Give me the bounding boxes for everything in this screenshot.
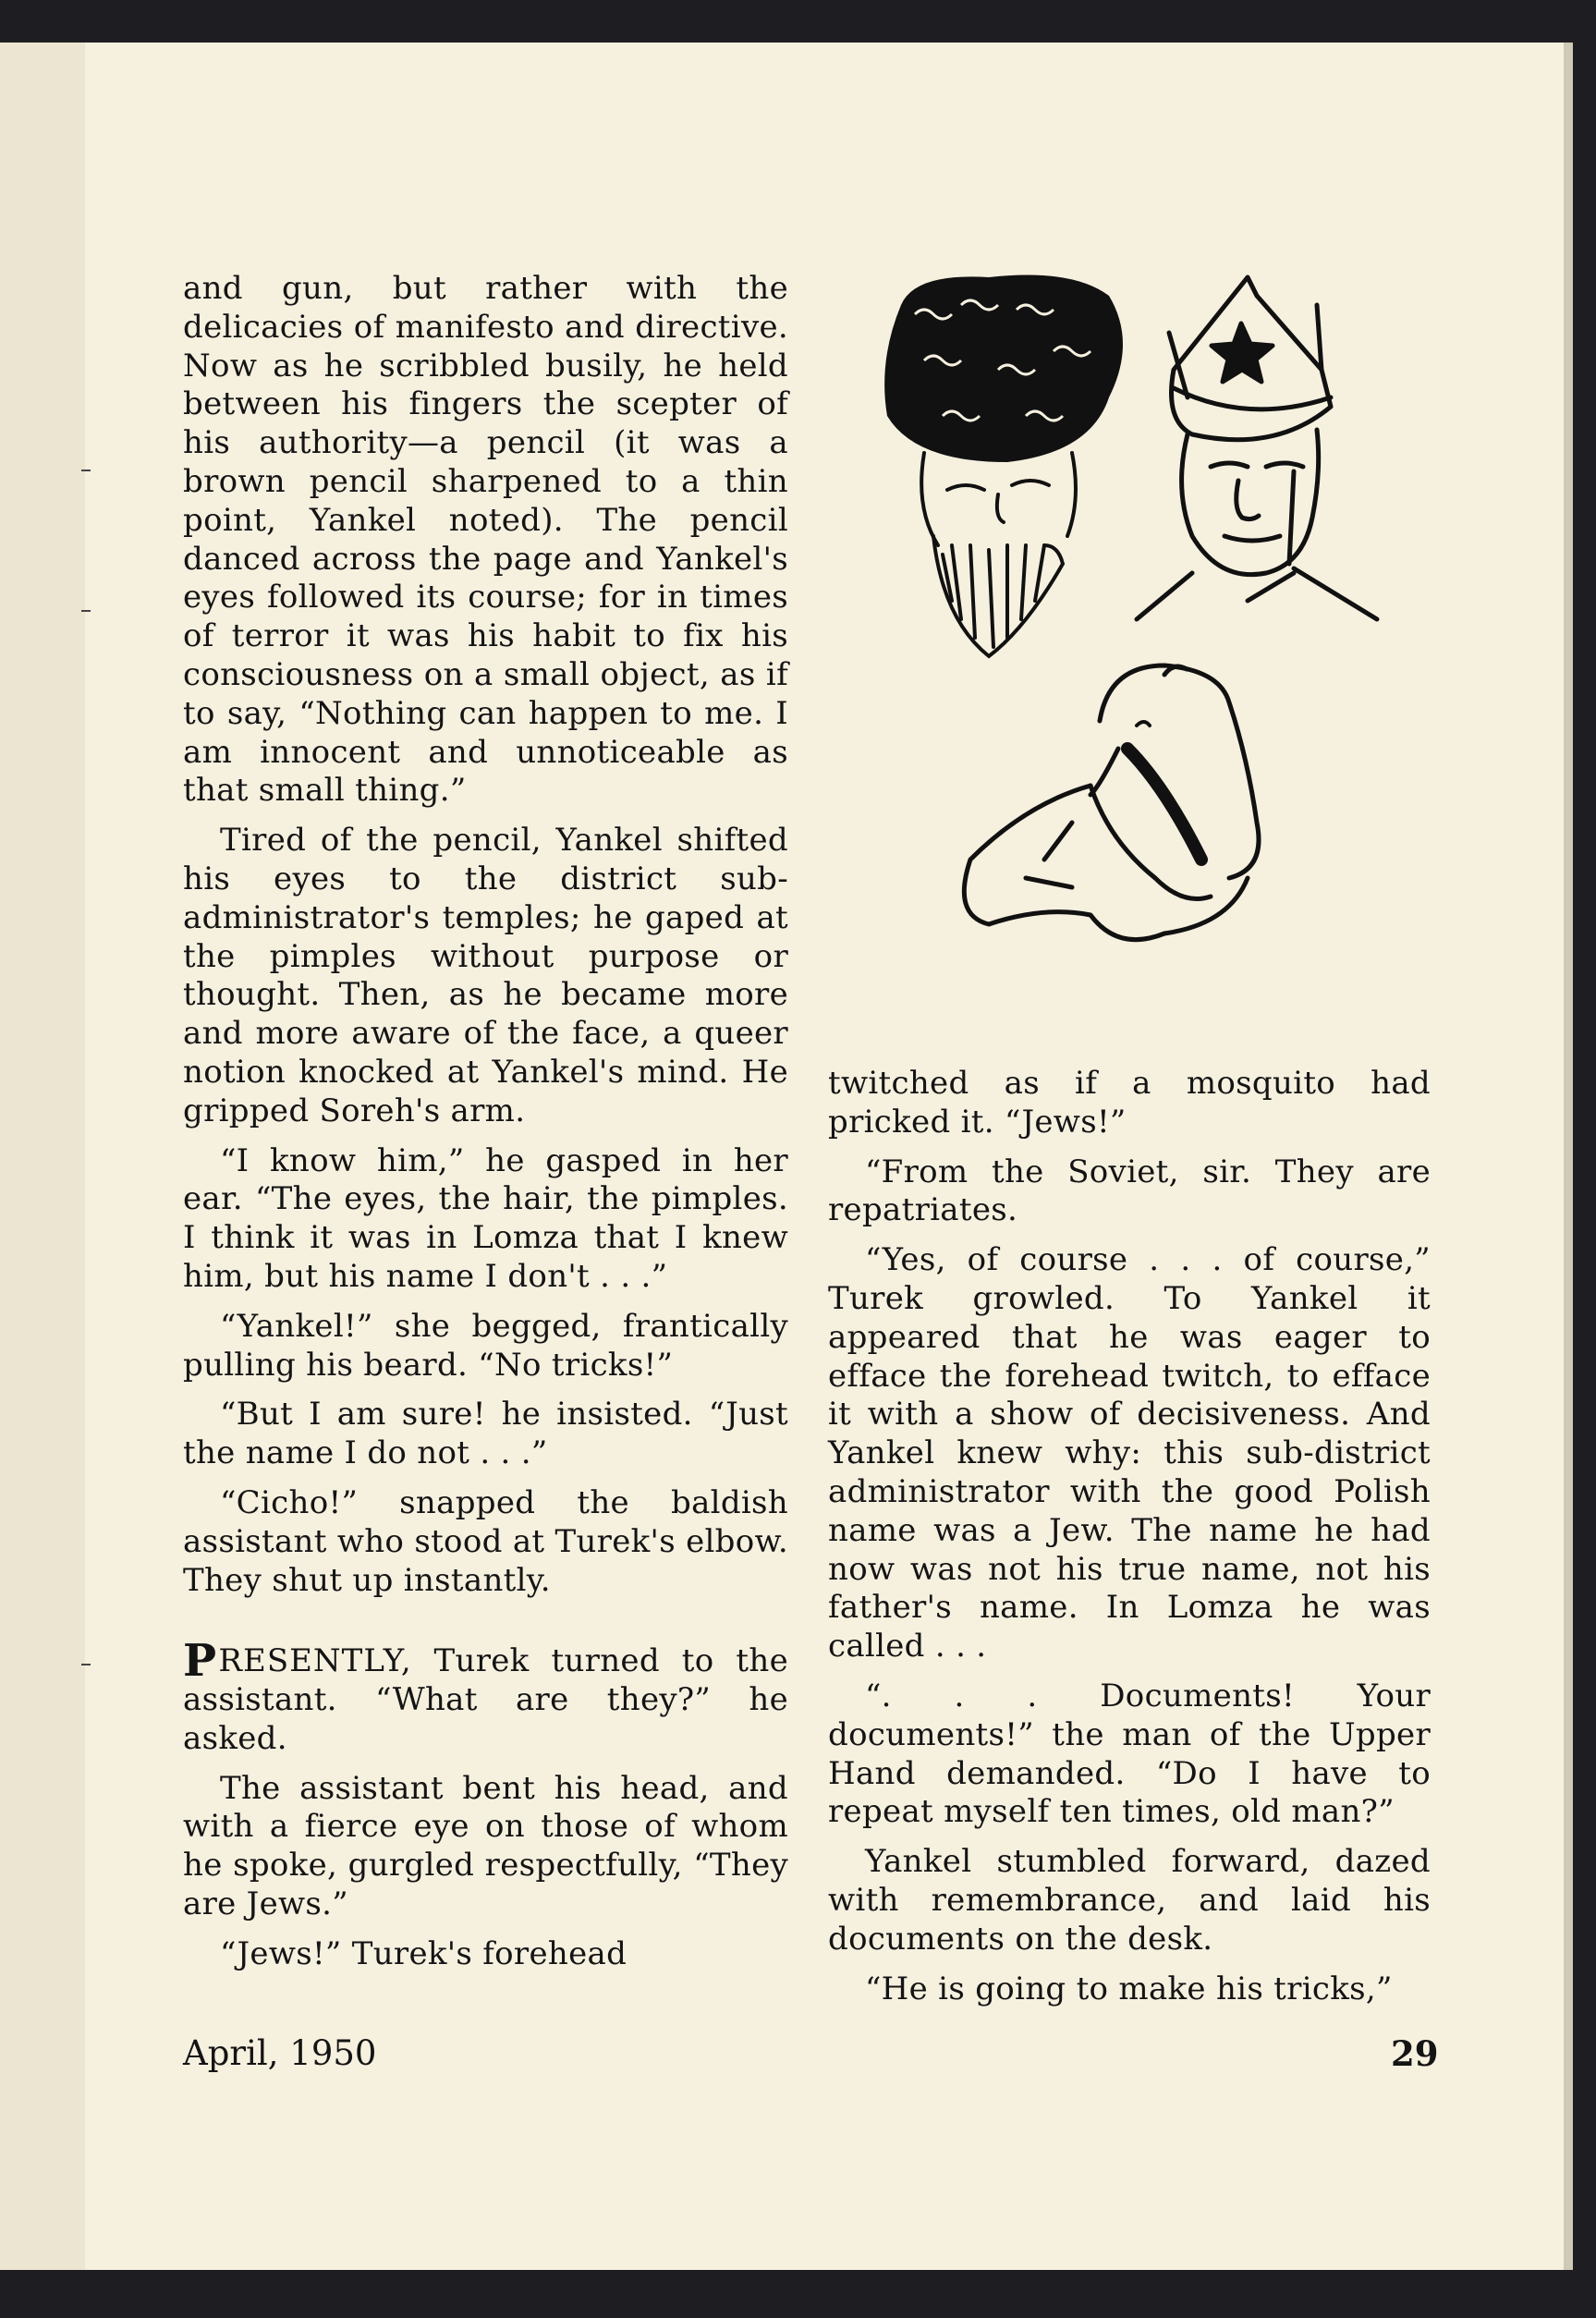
paragraph: “. . . Documents! Your documents!” the man of the Upper Hand demanded. “Do I have to repeat myself ten times, old man?” [828,1677,1431,1831]
issue-date: April, 1950 [183,2033,377,2073]
page-number: 29 [1391,2033,1439,2074]
previous-page-edge [0,43,88,2270]
soviet-soldier-star-cap-icon [1137,277,1377,619]
small-caps-lead: RESENTLY, [218,1642,412,1680]
paragraph: twitched as if a mosquito had pricked it. “Jews!” [828,1065,1431,1141]
man-in-peaked-cap-back-view-icon [964,665,1259,940]
paragraph: “Yankel!” she begged, frantically pulling his beard. “No tricks!” [183,1307,788,1384]
section-opening-paragraph [183,1635,788,1758]
paragraph-text: Turek turned to the assistant. “What are they?” he asked. [183,1642,788,1757]
paragraph: Yankel stumbled forward, dazed with remembrance, and laid his documents on the desk. [828,1843,1431,1958]
binding-mark [81,470,91,471]
drop-cap: P [183,1635,217,1688]
bearded-man-fur-hat-icon [884,275,1123,657]
right-text-column [828,1065,1431,2008]
left-text-column [183,270,788,1974]
paragraph: “But I am sure! he insisted. “Just the name I do not . . .” [183,1396,788,1472]
paragraph: “Cicho!” snapped the baldish assistant who stood at Turek's elbow. They shut up instantly. [183,1483,788,1599]
paragraph: “Jews!” Turek's forehead [220,1934,627,1972]
paragraph: “From the Soviet, sir. They are repatriates. [828,1153,1431,1229]
binding-mark [81,610,91,612]
paragraph: and gun, but rather with the delicacies of manifesto and directive. Now as he scribbled busily, he held between his fingers the scepter of his authority—a pencil (it was a brown pencil sharpened to a thin point, Yankel noted). The pencil danced across the page and Yankel's eyes followed its course; for in times of terror it was his habit to fix his consciousness on a small object, as if to say, “Nothing can happen to me. I am innocent and unnoticeable as that small thing.” [183,270,788,810]
paragraph: Tired of the pencil, Yankel shifted his eyes to the district sub-administrator's temples; he gaped at the pimples without purpose or thought. Then, as he became more and more aware of the face, a queer notion knocked at Yankel's mind. He gripped Soreh's arm. [183,822,788,1129]
paragraph: “He is going to make his tricks,” [865,1970,1393,2007]
binding-mark [81,1664,91,1665]
story-illustration [859,268,1432,1044]
paragraph: The assistant bent his head, and with a fierce eye on those of whom he spoke, gurgled respectfully, “They are Jews.” [183,1769,788,1923]
paragraph: “I know him,” he gasped in her ear. “The eyes, the hair, the pimples. I think it was in Lomza that I knew him, but his name I don't . . .” [183,1141,788,1295]
paragraph: “Yes, of course . . . of course,” Turek growled. To Yankel it appeared that he was eager to efface the forehead twitch, to efface it with a show of decisiveness. And Yankel knew why: this sub-district administrator with the good Polish name was a Jew. The name he had now was not his true name, not his father's name. In Lomza he was called . . . [828,1241,1431,1665]
